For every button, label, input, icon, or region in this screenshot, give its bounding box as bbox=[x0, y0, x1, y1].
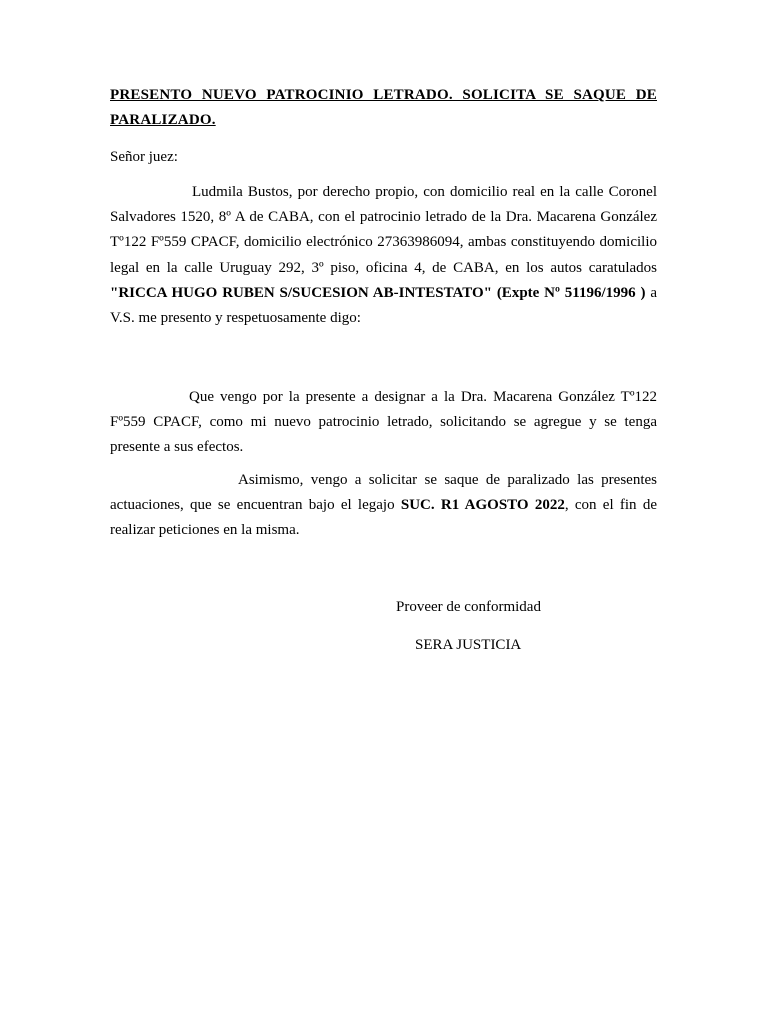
paragraph-presentation bbox=[110, 180, 657, 332]
paragraph-request bbox=[110, 468, 657, 544]
paragraph-request-end: , con el fin de realizar peticiones en la misma. bbox=[110, 496, 657, 539]
document-title: PRESENTO NUEVO PATROCINIO LETRADO. SOLICITA SE SAQUE DE PARALIZADO. bbox=[110, 87, 657, 129]
paragraph-designation: Que vengo por la presente a designar a la Dra. Macarena González Tº122 Fº559 CPACF, como mi nuevo patrocinio letrado, solicitando se agregue y se tenga presente a sus efectos. bbox=[110, 388, 657, 456]
document-body bbox=[110, 83, 657, 653]
paragraph-request-text: Asimismo, vengo a solicitar se saque de paralizado las presentes actuaciones, que se encuentran bajo el legajo bbox=[110, 471, 657, 513]
closing-formula: SERA JUSTICIA bbox=[415, 637, 522, 653]
salutation: Señor juez: bbox=[110, 148, 178, 165]
paragraph-presentation-end: a V.S. me presento y respetuosamente digo: bbox=[110, 285, 657, 327]
case-title: "RICCA HUGO RUBEN S/SUCESION AB-INTESTATO" (Expte Nº 51196/1996 ) bbox=[110, 285, 646, 302]
closing-request: Proveer de conformidad bbox=[396, 599, 541, 615]
legajo-reference: SUC. R1 AGOSTO 2022 bbox=[400, 496, 565, 513]
paragraph-presentation-text: Ludmila Bustos, por derecho propio, con domicilio real en la calle Coronel Salvadores 1520, 8º A de CABA, con el patrocinio letrado de la Dra. Macarena González Tº122 Fº559 CPACF, domicilio electrónico 27363986094, ambas constituyendo domicilio legal en la calle Uruguay 292, 3º piso, oficina 4, de CABA, en los autos caratulados bbox=[110, 183, 657, 276]
